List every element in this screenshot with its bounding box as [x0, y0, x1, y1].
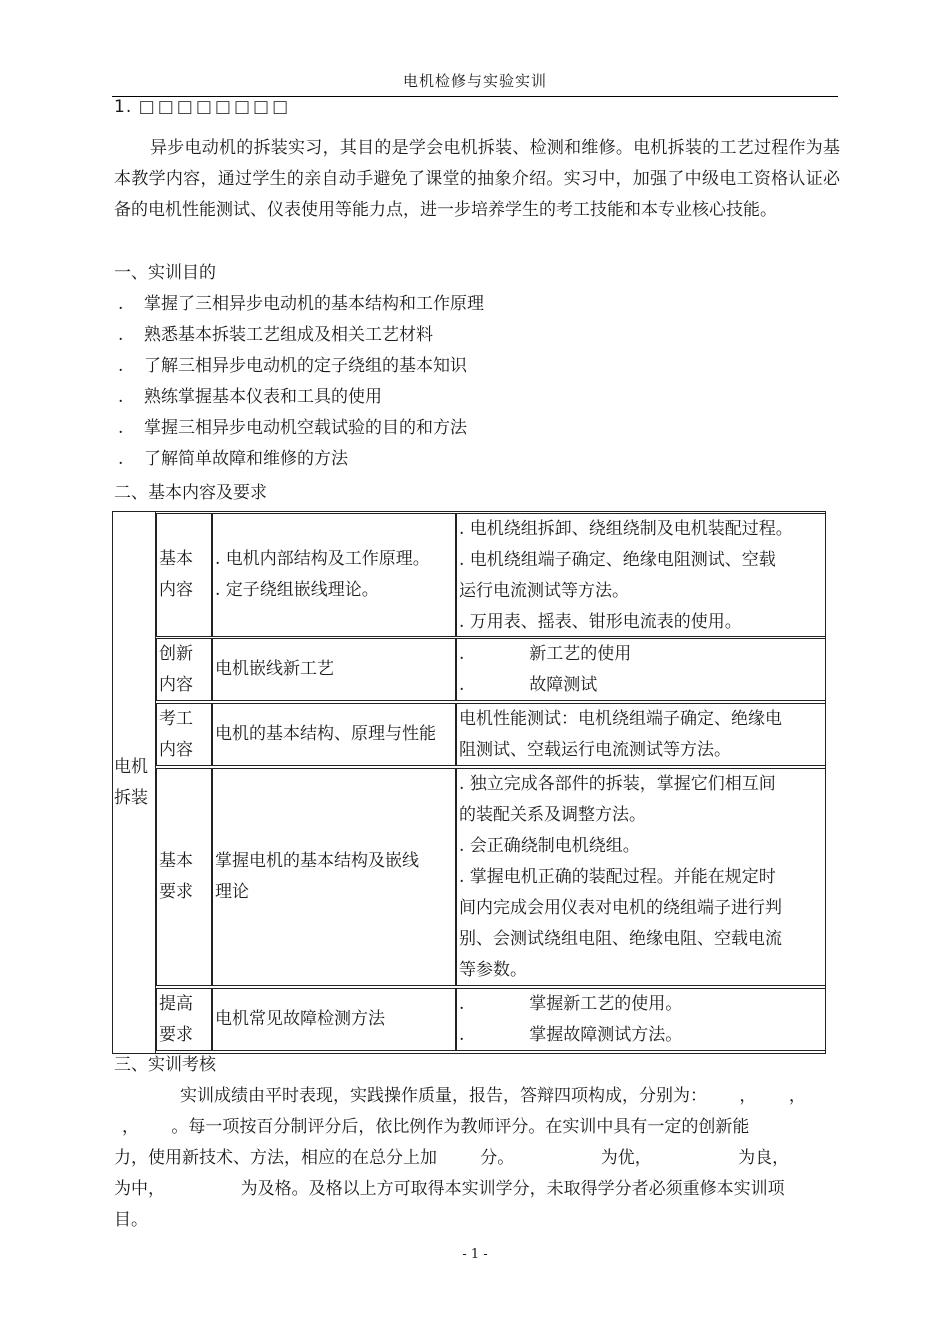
assessment-line: ， 。每一项按百分制评分后，依比例作为教师评分。在实训中具有一定的创新能 — [122, 1117, 750, 1137]
table-row-topic: 掌握电机的基本结构及嵌线 理论 — [212, 768, 456, 986]
table-row-label: 基本 要求 — [156, 768, 212, 986]
table-row-topic: 电机嵌线新工艺 — [212, 638, 456, 701]
table-row-detail: . 电机绕组拆卸、绕组绕制及电机装配过程。 . 电机绕组端子确定、绝缘电阻测试、空载 运行电流测试等方法。 . 万用表、摇表、钳形电流表的使用。 — [456, 513, 826, 637]
list-item: . 熟悉基本拆装工艺组成及相关工艺材料 — [118, 320, 484, 351]
list-item: . 掌握了三相异步电动机的基本结构和工作原理 — [118, 289, 484, 320]
list-bullet: . — [118, 356, 124, 376]
table-row-detail: . 独立完成各部件的拆装，掌握它们相互间 的装配关系及调整方法。 . 会正确绕制电机绕组。 . 掌握电机正确的装配过程。并能在规定时 间内完成会用仪表对电机的绕组端子进行判 别、会测试绕组电阻、绝缘电阻、空载电流 等参数。 — [456, 768, 826, 986]
running-header: 电机检修与实验实训 — [402, 72, 547, 90]
table-row-detail: . 新工艺的使用 . 故障测试 — [456, 638, 826, 701]
aims-list — [118, 289, 484, 475]
list-bullet: . — [118, 418, 124, 438]
assessment-line: 为中， 为及格。及格以上方可取得本实训学分，未取得学分者必须重修本实训项 — [114, 1179, 785, 1199]
section-title-glyphs: □□□□□□□□ — [138, 97, 292, 117]
assessment-line: 目。 — [114, 1210, 148, 1230]
list-bullet: . — [118, 449, 124, 469]
assessment-line: 实训成绩由平时表现，实践操作质量，报告，答辩四项构成，分别为： ， ， — [180, 1086, 806, 1106]
table-row-topic: . 电机内部结构及工作原理。 . 定子绕组嵌线理论。 — [212, 513, 456, 637]
list-item: . 了解简单故障和维修的方法 — [118, 444, 484, 475]
table-row-detail: 电机性能测试：电机绕组端子确定、绝缘电 阻测试、空载运行电流测试等方法。 — [456, 703, 826, 766]
section-title — [114, 97, 291, 117]
table-row-topic: 电机的基本结构、原理与性能 — [212, 703, 456, 766]
table-row-label: 基本 内容 — [156, 513, 212, 637]
assessment-line: 力，使用新技术、方法，相应的在总分上加 分。 为优， 为良， — [114, 1148, 790, 1168]
list-bullet: . — [118, 387, 124, 407]
list-item: . 了解三相异步电动机的定子绕组的基本知识 — [118, 351, 484, 382]
content-heading: 二、基本内容及要求 — [114, 483, 267, 503]
section-number: 1. — [114, 97, 133, 117]
table-row-topic: 电机常见故障检测方法 — [212, 988, 456, 1051]
table-row-detail: . 掌握新工艺的使用。 . 掌握故障测试方法。 — [456, 988, 826, 1051]
list-bullet: . — [118, 294, 124, 314]
table-row-label: 考工 内容 — [156, 703, 212, 766]
list-item: . 熟练掌握基本仪表和工具的使用 — [118, 382, 484, 413]
table-row-label: 提高 要求 — [156, 988, 212, 1051]
table-row-label: 创新 内容 — [156, 638, 212, 701]
list-bullet: . — [118, 325, 124, 345]
assessment-heading: 三、实训考核 — [114, 1055, 216, 1075]
intro-paragraph: 异步电动机的拆装实习，其目的是学会电机拆装、检测和维修。电机拆装的工艺过程作为基本教学内容，通过学生的亲自动手避免了课堂的抽象介绍。实习中，加强了中级电工资格认证必备的电机性能测试、仪表使用等能力点，进一步培养学生的考工技能和本专业核心技能。 — [114, 138, 840, 220]
table-group-label: 电机 拆装 — [112, 511, 156, 1054]
page-number: - 1 - — [462, 1247, 488, 1262]
aims-heading: 一、实训目的 — [114, 263, 216, 283]
list-item: . 掌握三相异步电动机空载试验的目的和方法 — [118, 413, 484, 444]
